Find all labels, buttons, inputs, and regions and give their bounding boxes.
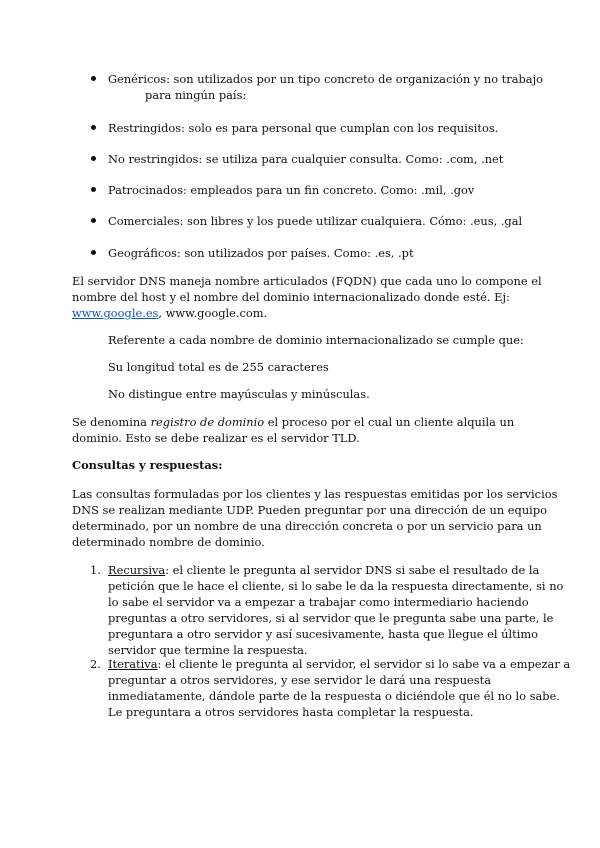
numbered-item-line xyxy=(108,656,570,672)
paragraph-line: determinado nombre de dominio. xyxy=(72,535,265,549)
item-text: : el cliente le pregunta al servidor DNS si sabe el resultado de la xyxy=(165,563,540,577)
numbered-item-line: lo sabe el servidor va a empezar a trabajar como intermediario haciendo xyxy=(108,595,529,609)
paragraph-text: , www.google.com. xyxy=(158,306,268,320)
numbered-item-line: servidor que termine la respuesta. xyxy=(108,643,308,657)
indented-line: No distingue entre mayúsculas y minúsculas. xyxy=(108,387,370,401)
numbered-item-line: preguntas a otro servidores, si al servidor que le pregunta sabe una parte, le xyxy=(108,611,554,625)
list-item: No restringidos: se utiliza para cualquier consulta. Como: .com, .net xyxy=(108,152,504,166)
list-item: Comerciales: son libres y los puede utilizar cualquiera. Cómo: .eus, .gal xyxy=(108,214,523,228)
underlined-term: Iterativa xyxy=(108,657,158,671)
bullet-dot xyxy=(91,125,96,130)
paragraph-line: dominio. Esto se debe realizar es el servidor TLD. xyxy=(72,431,360,445)
numbered-item-line: inmediatamente, dándole parte de la respuesta o diciéndole que él no lo sabe. xyxy=(108,689,560,703)
numbered-item-line: preguntar a otros servidores, y ese servidor le dará una respuesta xyxy=(108,673,491,687)
indented-line: Referente a cada nombre de dominio internacionalizado se cumple que: xyxy=(108,333,524,347)
bullet-dot xyxy=(91,187,96,192)
list-number: 1. xyxy=(90,563,101,577)
list-item: Geográficos: son utilizados por países. Como: .es, .pt xyxy=(108,246,414,260)
bullet-dot xyxy=(91,156,96,161)
bullet-dot xyxy=(91,250,96,255)
list-item-continuation: para ningún país: xyxy=(145,88,247,102)
numbered-item-line xyxy=(108,562,539,578)
google-link[interactable]: www.google.es xyxy=(72,306,159,320)
paragraph-line: determinado, por un nombre de una dirección concreta o por un servicio para un xyxy=(72,519,542,533)
numbered-item-line: preguntara a otro servidor y así sucesivamente, hasta que llegue el último xyxy=(108,627,539,641)
paragraph-line xyxy=(72,414,514,430)
list-item: Restringidos: solo es para personal que cumplan con los requisitos. xyxy=(108,121,499,135)
bullet-dot xyxy=(91,218,96,223)
bullet-dot xyxy=(91,76,96,81)
paragraph-line: Las consultas formuladas por los clientes y las respuestas emitidas por los servicios xyxy=(72,487,558,501)
paragraph-text: Se denomina xyxy=(72,415,151,429)
numbered-item-line: Le preguntara a otros servidores hasta completar la respuesta. xyxy=(108,705,474,719)
section-heading: Consultas y respuestas: xyxy=(72,458,223,472)
item-text: : el cliente le pregunta al servidor, el servidor si lo sabe va a empezar a xyxy=(157,657,571,671)
underlined-term: Recursiva xyxy=(108,563,166,577)
numbered-item-line: petición que le hace el cliente, si lo sabe le da la respuesta directamente, si no xyxy=(108,579,564,593)
list-item: Patrocinados: empleados para un fin concreto. Como: .mil, .gov xyxy=(108,183,475,197)
paragraph-line: DNS se realizan mediante UDP. Pueden preguntar por una dirección de un equipo xyxy=(72,503,547,517)
paragraph-line xyxy=(72,305,267,321)
paragraph-text: el proceso por el cual un cliente alquila un xyxy=(264,415,515,429)
italic-term: registro de dominio xyxy=(150,415,265,429)
paragraph-line: nombre del host y el nombre del dominio internacionalizado donde esté. Ej: xyxy=(72,290,510,304)
list-item: Genéricos: son utilizados por un tipo concreto de organización y no trabajo xyxy=(108,72,543,86)
indented-line: Su longitud total es de 255 caracteres xyxy=(108,360,329,374)
list-number: 2. xyxy=(90,657,101,671)
paragraph-line: El servidor DNS maneja nombre articulados (FQDN) que cada uno lo compone el xyxy=(72,274,542,288)
